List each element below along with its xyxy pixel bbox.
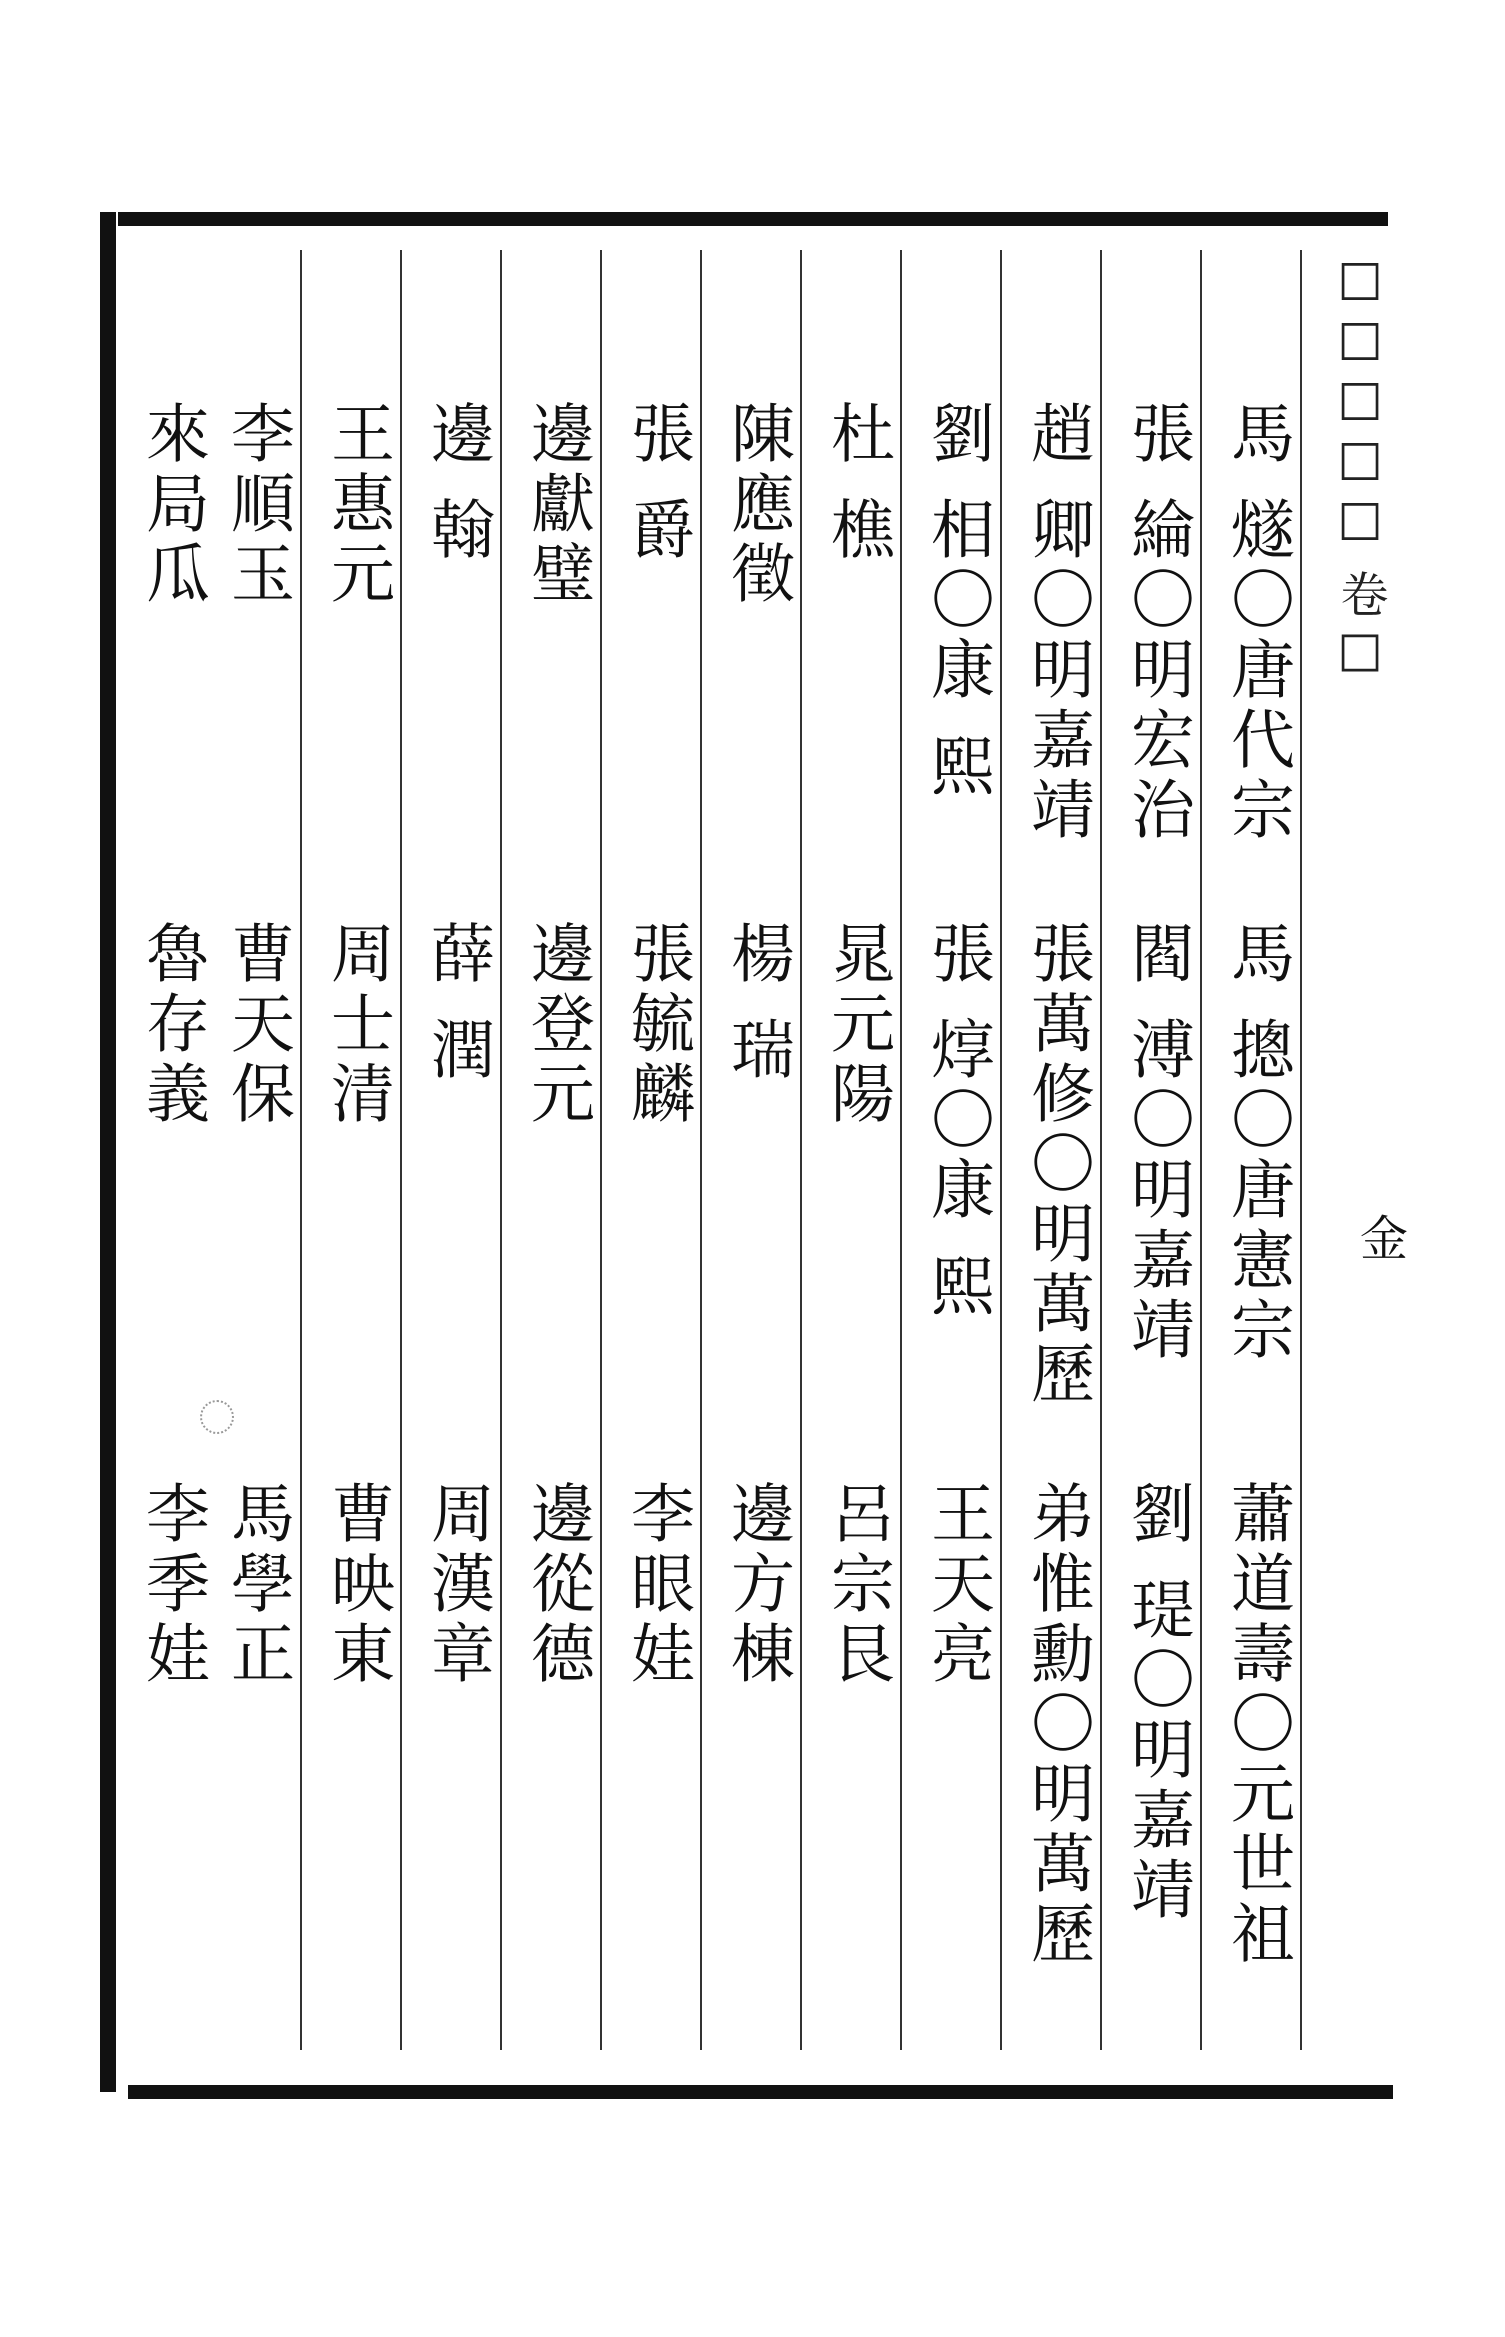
name-entry: 陳應徵 bbox=[720, 400, 794, 610]
name-entry: 晁元陽 bbox=[820, 920, 894, 1130]
running-title: □□□□□ 卷□ bbox=[1332, 250, 1388, 682]
name-entry: 杜 樵 bbox=[820, 400, 894, 567]
text-column bbox=[215, 400, 299, 2020]
column-rule bbox=[600, 250, 602, 2050]
column-rule bbox=[700, 250, 702, 2050]
name-entry: 周漢章 bbox=[420, 1480, 494, 1690]
text-column bbox=[915, 400, 999, 2020]
frame-top-border bbox=[118, 212, 1388, 226]
ink-spot bbox=[200, 1400, 234, 1434]
name-entry: 李季娃 bbox=[135, 1480, 209, 1690]
frame-bottom-border bbox=[128, 2085, 1393, 2099]
text-column bbox=[815, 400, 899, 2020]
name-entry: 邊獻璧 bbox=[520, 400, 594, 610]
name-entry: 張毓麟 bbox=[620, 920, 694, 1130]
column-rule bbox=[1200, 250, 1202, 2050]
name-entry: 閻 溥〇明嘉靖 bbox=[1120, 920, 1194, 1367]
name-entry: 張 焞〇康 熙 bbox=[920, 920, 994, 1323]
name-entry: 馬 摠〇唐憲宗 bbox=[1220, 920, 1294, 1367]
name-entry: 呂宗艮 bbox=[820, 1480, 894, 1690]
name-entry: 張萬修〇明萬歷 bbox=[1020, 920, 1094, 1410]
name-entry: 邊從德 bbox=[520, 1480, 594, 1690]
name-entry: 魯存義 bbox=[135, 920, 209, 1130]
frame-left-border bbox=[100, 212, 116, 2092]
name-entry: 劉 瑅〇明嘉靖 bbox=[1120, 1480, 1194, 1927]
name-entry: 邊登元 bbox=[520, 920, 594, 1130]
name-entry: 劉 相〇康 熙 bbox=[920, 400, 994, 803]
name-entry: 趙 卿〇明嘉靖 bbox=[1020, 400, 1094, 847]
name-entry: 曹天保 bbox=[220, 920, 294, 1130]
column-rule bbox=[400, 250, 402, 2050]
text-column bbox=[1215, 400, 1299, 2020]
name-entry: 王惠元 bbox=[320, 400, 394, 610]
name-entry: 張 爵 bbox=[620, 400, 694, 567]
text-column bbox=[415, 400, 499, 2020]
name-entry: 曹映東 bbox=[320, 1480, 394, 1690]
column-rule bbox=[800, 250, 802, 2050]
name-entry: 周士清 bbox=[320, 920, 394, 1130]
name-entry: 來局瓜 bbox=[135, 400, 209, 610]
text-column bbox=[315, 400, 399, 2020]
name-entry: 蕭道壽〇元世祖 bbox=[1220, 1480, 1294, 1970]
column-rule bbox=[1300, 250, 1302, 2050]
column-rule bbox=[1100, 250, 1102, 2050]
name-entry: 李眼娃 bbox=[620, 1480, 694, 1690]
name-entry: 楊 瑞 bbox=[720, 920, 794, 1087]
name-entry: 邊方棟 bbox=[720, 1480, 794, 1690]
name-entry: 馬 燧〇唐代宗 bbox=[1220, 400, 1294, 847]
name-entry: 李順玉 bbox=[220, 400, 294, 610]
name-entry: 王天亮 bbox=[920, 1480, 994, 1690]
name-entry: 馬學正 bbox=[220, 1480, 294, 1690]
text-column bbox=[715, 400, 799, 2020]
column-rule bbox=[1000, 250, 1002, 2050]
text-column bbox=[515, 400, 599, 2020]
name-entry: 薛 潤 bbox=[420, 920, 494, 1087]
text-column bbox=[615, 400, 699, 2020]
column-rule bbox=[500, 250, 502, 2050]
text-column bbox=[130, 400, 214, 2020]
text-column bbox=[1015, 400, 1099, 2020]
name-entry: 弟惟勳〇明萬歷 bbox=[1020, 1480, 1094, 1970]
name-entry: 邊 翰 bbox=[420, 400, 494, 567]
name-entry: 張 綸〇明宏治 bbox=[1120, 400, 1194, 847]
column-rule bbox=[300, 250, 302, 2050]
column-rule bbox=[900, 250, 902, 2050]
text-column bbox=[1115, 400, 1199, 2020]
page-mark: 金 bbox=[1360, 1211, 1409, 1267]
